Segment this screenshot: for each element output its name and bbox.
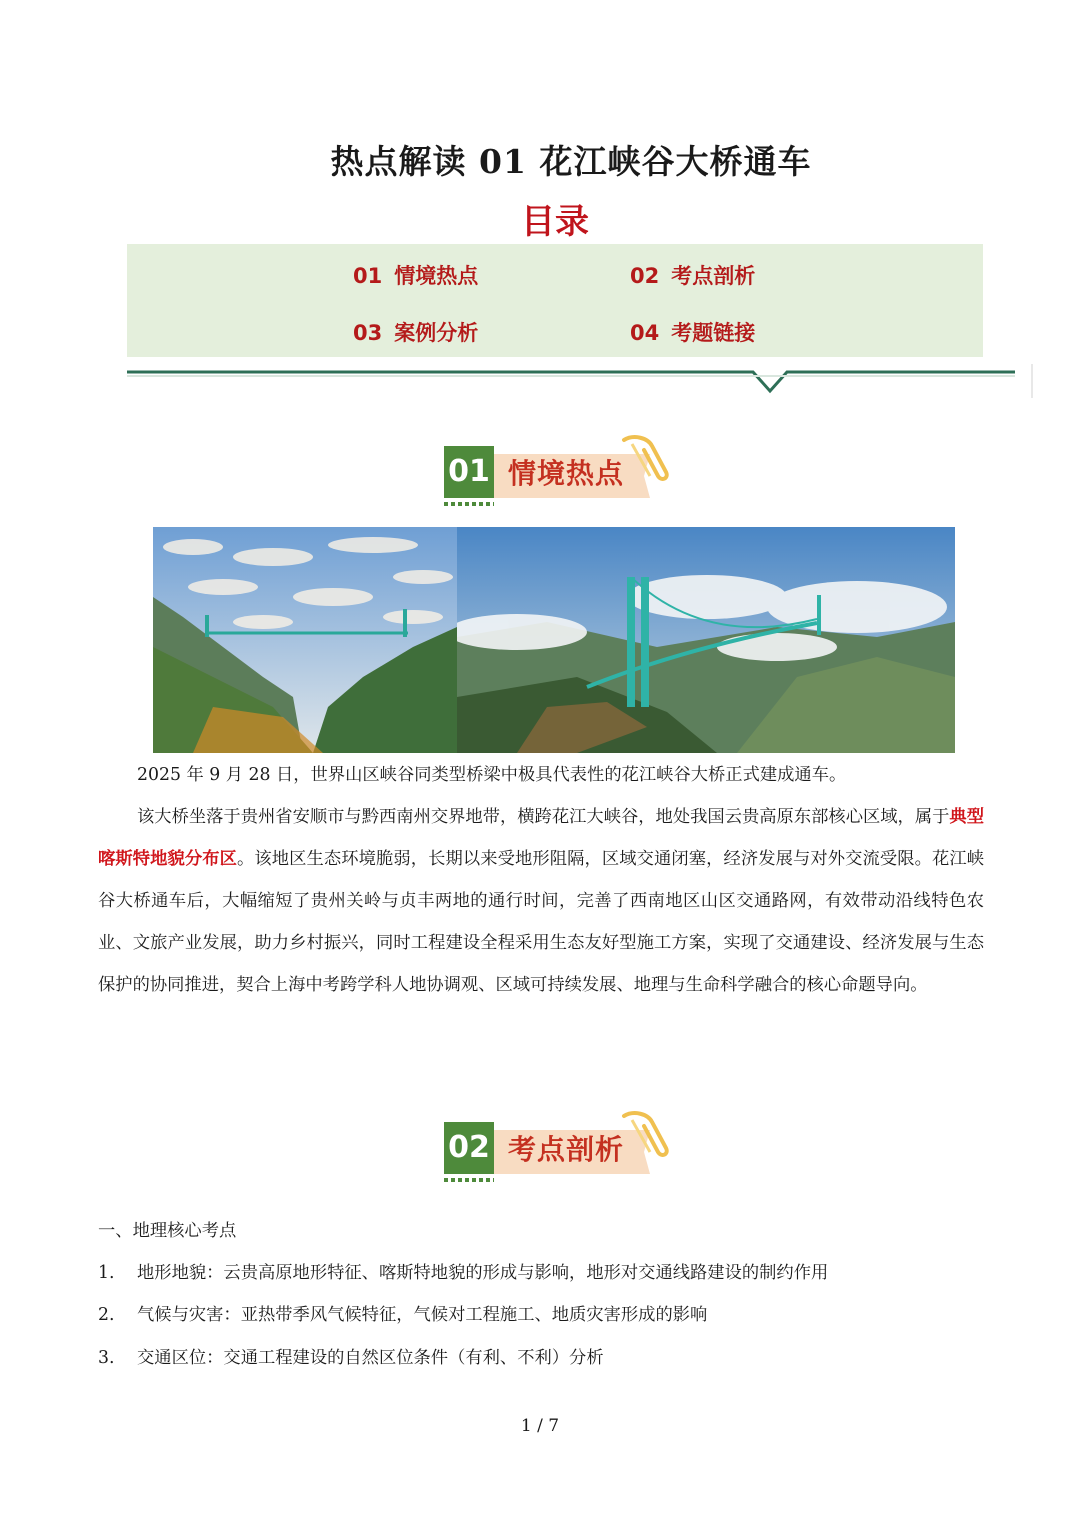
bridge-photo-left (153, 527, 457, 753)
context-paragraph (98, 796, 984, 1006)
toc-box (127, 244, 983, 357)
toc-divider (127, 362, 1037, 398)
list-item-num: 3. (98, 1348, 115, 1368)
toc-item-num: 04 (630, 321, 660, 345)
toc-heading: 目录 (521, 202, 589, 242)
bridge-image-icon (153, 527, 457, 753)
bridge-image-icon (457, 527, 955, 753)
toc-item-1[interactable] (353, 260, 478, 290)
toc-item-label: 案例分析 (394, 321, 479, 345)
bridge-photo-right (457, 527, 955, 753)
analysis-heading: 一、地理核心考点 (98, 1221, 237, 1241)
list-item-text: 地形地貌：云贵高原地形特征、喀斯特地貌的形成与影响，地形对交通线路建设的制约作用 (137, 1263, 829, 1283)
toc-item-2[interactable] (630, 260, 755, 290)
context-text: 该大桥坐落于贵州省安顺市与黔西南州交界地带，横跨花江大峡谷，地处我国云贵高原东部核心区域，属于 (137, 807, 950, 827)
section-badge-1 (438, 432, 678, 518)
toc-item-num: 03 (353, 321, 383, 345)
toc-item-label: 考点剖析 (671, 264, 756, 288)
list-item-num: 1. (98, 1263, 115, 1283)
list-item (98, 1258, 828, 1283)
intro-paragraph: 2025 年 9 月 28 日，世界山区峡谷同类型桥梁中极具代表性的花江峡谷大桥正式建成通车。 (137, 765, 847, 785)
toc-item-num: 01 (353, 264, 383, 288)
section-title: 情境热点 (508, 457, 625, 490)
toc-item-3[interactable] (353, 317, 478, 347)
list-item-text: 气候与灾害：亚热带季风气候特征，气候对工程施工、地质灾害形成的影响 (137, 1305, 708, 1325)
list-item-num: 2. (98, 1305, 115, 1325)
toc-item-4[interactable] (630, 317, 755, 347)
context-text: 。该地区生态环境脆弱，长期以来受地形阻隔，区域交通闭塞，经济发展与对外交流受限。花江峡谷大桥通车后，大幅缩短了贵州关岭与贞丰两地的通行时间，完善了西南地区山区交通路网，有效带动沿线特色农业、文旅产业发展，助力乡村振兴，同时工程建设全程采用生态友好型施工方案，实现了交通建设、经济发展与生态保护的协同推进，契合上海中考跨学科人地协调观、区域可持续发展、地理与生命科学融合的核心命题导向。 (98, 849, 984, 995)
page-title: 热点解读 01 花江峡谷大桥通车 (330, 142, 812, 181)
section-title: 考点剖析 (508, 1133, 625, 1166)
section-number: 01 (444, 446, 494, 498)
toc-item-num: 02 (630, 264, 660, 288)
context-highlight: 典型喀斯特地貌分布区 (98, 807, 984, 869)
toc-item-label: 情境热点 (394, 264, 479, 288)
section-badge-2 (438, 1108, 678, 1194)
list-item (98, 1300, 707, 1325)
toc-item-label: 考题链接 (671, 321, 756, 345)
section-number: 02 (444, 1122, 494, 1174)
list-item (98, 1343, 604, 1368)
list-item-text: 交通区位：交通工程建设的自然区位条件（有利、不利）分析 (137, 1348, 604, 1368)
page-number: 1 / 7 (520, 1416, 560, 1436)
